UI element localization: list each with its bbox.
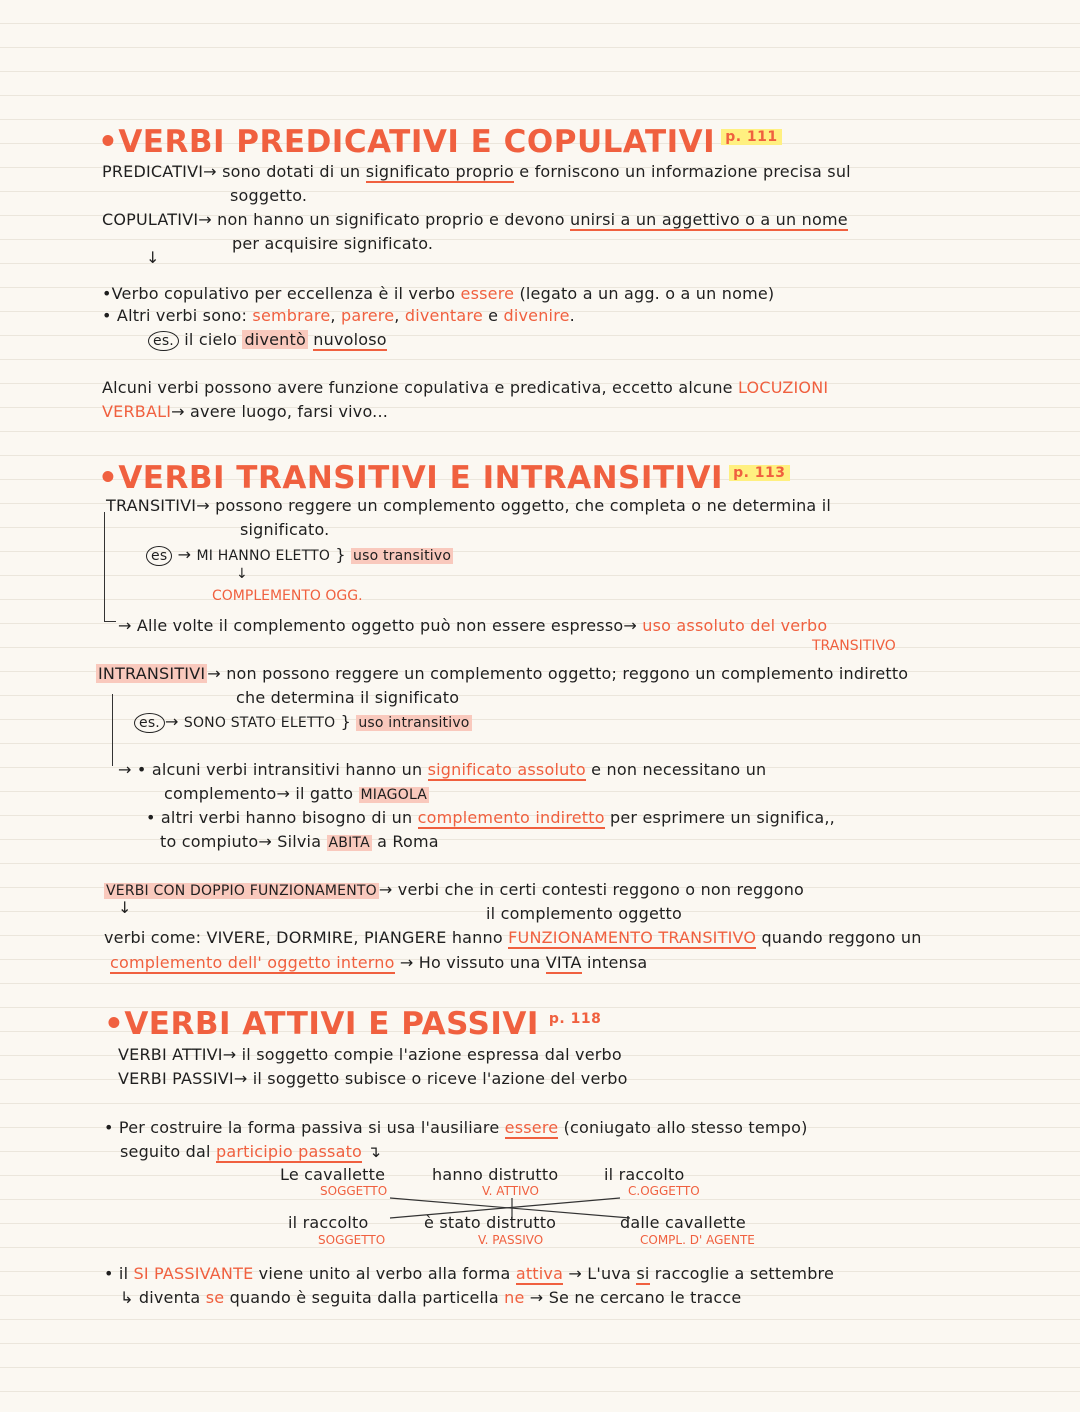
bullet-verbo-essere [102,284,774,303]
text: il soggetto compie l'azione espressa dal verbo [241,1045,622,1064]
text: e [482,306,504,325]
text: possono reggere un complemento oggetto, che completa o ne determina il [215,496,832,515]
line-intransitivi [96,664,908,683]
text: • alcuni verbi intransitivi hanno un [136,760,428,779]
orange-text: divenire [503,306,570,325]
label-passivi: VERBI PASSIVI [118,1069,234,1088]
label-soggetto-2: SOGGETTO [318,1233,386,1247]
text: complemento [164,784,277,803]
curved-arrow-icon: ↴ [362,1142,381,1161]
line-copulativi [102,210,848,229]
arrow-icon: → [222,1045,242,1064]
text: per esprimere un significa,, [604,808,835,827]
text: il soggetto subisce o riceve l'azione del verbo [252,1069,628,1088]
text: •Verbo copulativo per eccellenza è il verbo [102,284,461,303]
word-le-cavallette: Le cavallette [280,1165,386,1184]
arrow-icon: → [623,616,643,635]
arrow-icon: → [394,953,419,972]
label-c-oggetto: C.OGGETTO [628,1184,700,1198]
text: Silvia [277,832,327,851]
orange-text: LOCUZIONI [738,378,829,397]
label-predicativi: PREDICATIVI [102,162,204,181]
es-badge: es. [148,331,179,351]
text: Alcuni verbi possono avere funzione copulativa e predicativa, eccetto alcune [102,378,738,397]
label-attivi: VERBI ATTIVI [118,1045,223,1064]
section-title-transitivi [98,460,790,496]
text: seguito dal [120,1142,216,1161]
orange-text: VERBALI [102,402,172,421]
paragraph-locuzioni [102,378,828,397]
text: e non necessitano un [585,760,767,779]
line-complemento-oggetto: il complemento oggetto [486,904,682,923]
text: quando reggono un [756,928,922,947]
example-stato-eletto: es. → SONO STATO ELETTO } uso intransitivo [134,712,472,733]
arrow-icon: → [196,496,216,515]
line-diventa-se [120,1288,741,1307]
label-compl-agente: COMPL. D' AGENTE [640,1233,755,1247]
text: e forniscono un informazione precisa sul [513,162,851,181]
text: MI HANNO ELETTO [196,548,331,564]
line-significato: significato. [240,520,330,539]
es-badge: es [146,546,172,566]
orange-text: ne [504,1288,525,1307]
bullet-indiretto [146,808,835,827]
arrow-icon: → [118,616,137,635]
label-intransitivi: INTRANSITIVI [98,664,206,683]
title-text: •VERBI ATTIVI E PASSIVI [104,1006,539,1042]
label-soggetto: SOGGETTO [320,1184,388,1198]
arrow-icon: → [378,880,398,899]
orange-text: attiva [515,1264,564,1283]
text: quando è seguita dalla particella [224,1288,505,1307]
line-determina: che determina il significato [236,688,460,707]
arrow-icon: → [177,545,197,564]
highlighted-text: ABITA [328,835,370,851]
orange-text: FUNZIONAMENTO TRANSITIVO [508,928,757,947]
bracket-foot [104,621,116,622]
section-title-predicativi [98,124,782,160]
arrow-icon: → [118,760,137,779]
text: il gatto [295,784,359,803]
bracket-line [112,694,113,766]
arrow-icon: → [171,402,185,421]
text: (coniugato allo stesso tempo) [558,1118,808,1137]
title-text: •VERBI TRANSITIVI E INTRANSITIVI [98,460,724,496]
text: • il [104,1264,134,1283]
arrow-icon: → [524,1288,544,1307]
orange-text: essere [504,1118,559,1137]
text: SONO STATO ELETTO [183,715,336,731]
text: raccoglie a settembre [649,1264,835,1283]
line-alle-volte [118,616,827,635]
text: Alle volte il complemento oggetto può non essere espresso [136,616,624,635]
page-ref: p. 118 [548,1010,602,1027]
orange-text: uso assoluto del verbo [642,616,828,635]
page-ref: p. 113 [729,465,789,481]
bullet-altri-verbi: • Altri verbi sono: sembrare, parere, diventare e divenire. [102,306,575,325]
line-verbi-come [104,928,922,947]
down-arrow-icon: ↓ [146,248,160,267]
word-hanno-distrutto: hanno distrutto [432,1165,559,1184]
text: sono dotati di un [222,162,366,181]
text: to compiuto [160,832,259,851]
line-predicativi [102,162,851,181]
text: a Roma [371,832,439,851]
es-badge: es. [134,713,165,733]
section-title-attivi [104,1006,605,1042]
orange-text: diventare [404,306,483,325]
highlighted-text: uso transitivo [353,548,452,564]
bullet-forma-passiva [104,1118,808,1137]
highlighted-text: VERBI CON DOPPIO FUNZIONAMENTO [106,883,377,899]
text: verbi come: VIVERE, DORMIRE, PIANGERE hanno [104,928,509,947]
down-arrow-icon: ↓ [118,898,132,917]
arrow-icon: → [203,162,223,181]
orange-text: essere [460,284,515,303]
underlined-text: si [636,1264,650,1283]
paragraph-verbali [102,402,388,421]
orange-text: complemento indiretto [417,808,605,827]
word-il-raccolto-2: il raccolto [288,1213,369,1232]
line-doppio-funzionamento [104,880,804,899]
text: L'uva [582,1264,637,1283]
line-miagola [164,784,429,803]
label-complemento-ogg: COMPLEMENTO OGG. [212,588,363,604]
text: • altri verbi hanno bisogno di un [146,808,418,827]
text: verbi che in certi contesti reggono o non reggono [397,880,805,899]
orange-text: participio passato [215,1142,363,1161]
arrow-icon: → [207,664,227,683]
text: non possono reggere un complemento oggetto; reggono un complemento indiretto [226,664,909,683]
label-transitivi: TRANSITIVI [106,496,197,515]
underlined-text: unirsi a un aggettivo o a un nome [569,210,848,229]
orange-text: SI PASSIVANTE [133,1264,254,1283]
arrow-icon: → [276,784,296,803]
underlined-text: VITA [545,953,582,972]
down-arrow-icon: ↓ [236,566,248,582]
label-v-attivo: V. ATTIVO [482,1184,539,1198]
orange-text: significato assoluto [427,760,586,779]
line-acquisire: per acquisire significato. [232,234,434,253]
arrow-icon: → [563,1264,583,1283]
line-abita [160,832,439,851]
text: intensa [581,953,648,972]
line-verbi-attivi [118,1045,622,1064]
text: il cielo [184,330,243,349]
bullet-assoluto [118,760,766,779]
arrow-icon: → [233,1069,253,1088]
label-transitivo: TRANSITIVO [812,638,896,654]
label-copulativi: COPULATIVI [102,210,199,229]
text: non hanno un significato proprio e devono [217,210,570,229]
orange-text: complemento dell' oggetto interno [110,953,395,972]
line-soggetto: soggetto. [230,186,308,205]
arrow-icon: → [164,712,184,731]
text: Se ne cercano le tracce [543,1288,742,1307]
underlined-text: significato proprio [365,162,514,181]
line-participio [120,1142,381,1161]
text: • Per costruire la forma passiva si usa l'ausiliare [104,1118,505,1137]
arrow-icon: → [258,832,278,851]
label-v-passivo: V. PASSIVO [478,1233,544,1247]
title-text: •VERBI PREDICATIVI E COPULATIVI [98,124,716,160]
text: Ho vissuto una [418,953,546,972]
bracket-line [104,512,105,622]
line-verbi-passivi [118,1069,628,1088]
orange-text: sembrare [252,306,331,325]
arrow-icon: → [198,210,218,229]
text: (legato a un agg. o a un nome) [514,284,775,303]
highlighted-text: uso intransitivo [358,715,470,731]
orange-text: se [205,1288,225,1307]
highlighted-text: MIAGOLA [360,787,428,803]
word-il-raccolto: il raccolto [604,1165,685,1184]
orange-text: parere [340,306,395,325]
underlined-text: nuvoloso [313,330,387,349]
line-transitivi [106,496,831,515]
highlighted-text: diventò [244,330,306,349]
page-ref: p. 111 [721,129,781,145]
example-eletto: es → MI HANNO ELETTO } uso transitivo [146,545,453,566]
word-dalle-cavallette: dalle cavallette [620,1213,746,1232]
text: avere luogo, farsi vivo... [184,402,389,421]
text: • Altri verbi sono: [102,306,253,325]
text: viene unito al verbo alla forma [253,1264,516,1283]
word-e-stato-distrutto: è stato distrutto [424,1213,557,1232]
bullet-si-passivante [104,1264,834,1283]
example-cielo [148,330,387,351]
text: ↳ diventa [120,1288,206,1307]
line-oggetto-interno [110,953,647,972]
